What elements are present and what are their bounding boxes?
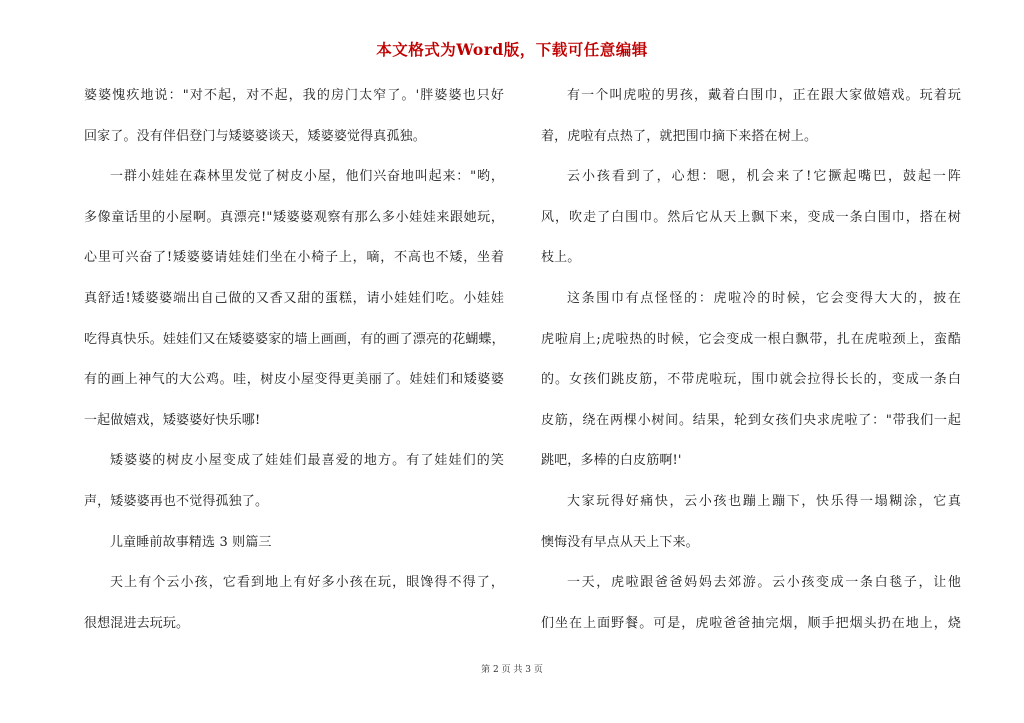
text-line: 天上有个云小孩，它看到地上有好多小孩在玩，眼馋得不得了， xyxy=(110,575,504,591)
document-header-title: 本文格式为Word版，下载可任意编辑 xyxy=(376,40,648,59)
text-line: 大家玩得好痛快，云小孩也蹦上蹦下，快乐得一塌糊涂，它真 xyxy=(567,493,961,509)
text-line: 着，虎啦有点热了，就把围巾摘下来搭在树上。 xyxy=(541,128,818,144)
text-line: 们坐在上面野餐。可是，虎啦爸爸抽完烟，顺手把烟头扔在地上，烧 xyxy=(541,615,961,631)
text-line: 有一个叫虎啦的男孩，戴着白围巾，正在跟大家做嬉戏。玩着玩 xyxy=(567,88,961,103)
left-text-column xyxy=(84,76,504,644)
text-line: 枝上。 xyxy=(541,250,581,266)
text-line: 多像童话里的小屋啊。真漂亮!"矮婆婆观察有那么多小娃娃来跟她玩， xyxy=(84,209,504,225)
text-line: 一天，虎啦跟爸爸妈妈去郊游。云小孩变成一条白毯子，让他 xyxy=(567,575,961,591)
text-line: 回家了。没有伴侣登门与矮婆婆谈天，矮婆婆觉得真孤独。 xyxy=(84,128,426,144)
text-line: 懊悔没有早点从天上下来。 xyxy=(541,534,699,550)
text-line: 矮婆婆的树皮小屋变成了娃娃们最喜爱的地方。有了娃娃们的笑 xyxy=(110,453,504,469)
text-line: 云小孩看到了，心想：嗯，机会来了!它撅起嘴巴，鼓起一阵 xyxy=(567,169,961,185)
page-number-footer: 第 2 页 共 3 页 xyxy=(481,665,543,675)
text-line: 虎啦肩上;虎啦热的时候，它会变成一根白飘带，扎在虎啦颈上，蛮酷 xyxy=(541,331,961,347)
text-line: 很想混进去玩玩。 xyxy=(84,615,190,631)
text-line: 一起做嬉戏，矮婆婆好快乐哪! xyxy=(84,412,261,428)
text-line: 这条围巾有点怪怪的：虎啦冷的时候，它会变得大大的，披在 xyxy=(567,290,961,306)
text-line: 声，矮婆婆再也不觉得孤独了。 xyxy=(84,493,269,509)
text-line: 皮筋，绕在两棵小树间。结果，轮到女孩们央求虎啦了："带我们一起 xyxy=(541,412,961,428)
text-line: 的。女孩们跳皮筋，不带虎啦玩，围巾就会拉得长长的，变成一条白 xyxy=(541,372,961,388)
text-line: 吃得真快乐。娃娃们又在矮婆婆家的墙上画画，有的画了漂亮的花蝴蝶， xyxy=(84,331,505,347)
right-text-column xyxy=(541,76,961,644)
text-line: 心里可兴奋了!矮婆婆请娃娃们坐在小椅子上，嘀，不高也不矮，坐着 xyxy=(84,250,504,266)
text-line: 跳吧，多棒的白皮筋啊!' xyxy=(541,453,682,469)
text-line: 一群小娃娃在森林里发觉了树皮小屋，他们兴奋地叫起来："哟， xyxy=(110,169,504,185)
text-line: 有的画上神气的大公鸡。哇，树皮小屋变得更美丽了。娃娃们和矮婆婆 xyxy=(84,372,504,388)
section-heading: 儿童睡前故事精选 3 则篇三 xyxy=(110,534,272,550)
text-line: 真舒适!矮婆婆端出自己做的又香又甜的蛋糕，请小娃娃们吃。小娃娃 xyxy=(84,290,504,306)
text-line: 风，吹走了白围巾。然后它从天上飘下来，变成一条白围巾，搭在树 xyxy=(541,209,961,225)
text-line: 婆婆愧疚地说："对不起，对不起，我的房门太窄了。'胖婆婆也只好 xyxy=(84,88,504,103)
